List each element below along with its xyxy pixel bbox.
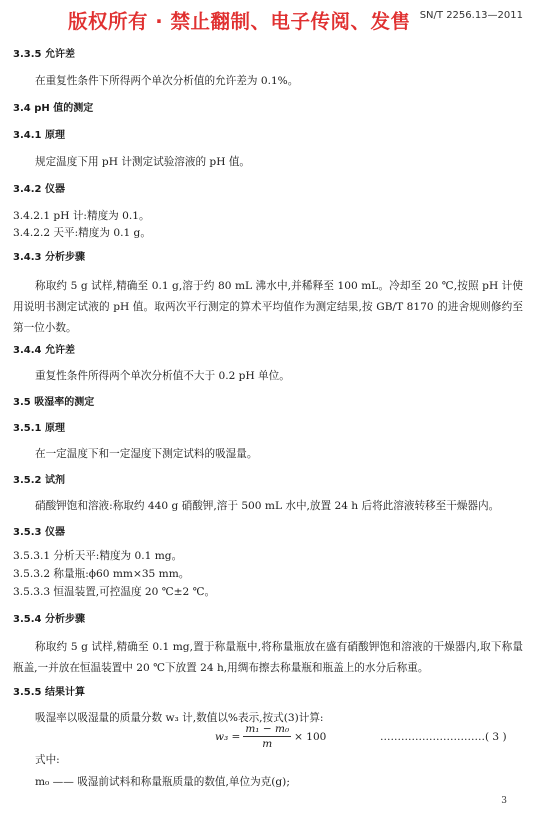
formula-lhs: w₃ = bbox=[215, 730, 241, 743]
paragraph: m₀ —— 吸湿前试料和称量瓶质量的数值,单位为克(g); bbox=[35, 776, 290, 788]
watermark-banner: 版权所有 · 禁止翻制、电子传阅、发售 bbox=[68, 10, 411, 33]
paragraph: 式中: bbox=[35, 754, 60, 766]
section-heading: 3.4.4 允许差 bbox=[13, 345, 75, 356]
paragraph: 重复性条件所得两个单次分析值不大于 0.2 pH 单位。 bbox=[35, 370, 290, 382]
paragraph: 3.5.3.3 恒温装置,可控温度 20 ℃±2 ℃。 bbox=[13, 586, 216, 598]
section-heading: 3.4.3 分析步骤 bbox=[13, 252, 85, 263]
paragraph: 3.5.3.1 分析天平:精度为 0.1 mg。 bbox=[13, 550, 183, 562]
standard-code: SN/T 2256.13—2011 bbox=[419, 10, 523, 21]
paragraph: 规定温度下用 pH 计测定试验溶液的 pH 值。 bbox=[35, 156, 251, 168]
paragraph: 称取约 5 g 试样,精确至 0.1 g,溶于约 80 mL 沸水中,并稀释至 100 mL。冷却至 20 ℃,按照 pH 计使用说明书测定试液的 pH 值。取两次平行测定的算术平均值作为测定结果,按 GB/T 8170 的进舍规则修约至第一位小数。 bbox=[13, 280, 523, 334]
formula-3 bbox=[215, 722, 326, 751]
paragraph: 在一定温度下和一定湿度下测定试料的吸湿量。 bbox=[35, 448, 258, 460]
formula-numerator: m₁ − m₀ bbox=[245, 723, 290, 735]
section-heading: 3.5.2 试剂 bbox=[13, 475, 65, 486]
formula-denominator: m bbox=[262, 738, 273, 750]
section-heading: 3.5 吸湿率的测定 bbox=[13, 397, 95, 408]
equation-label: …………………………( 3 ) bbox=[380, 731, 507, 743]
section-heading: 3.5.4 分析步骤 bbox=[13, 614, 85, 625]
page-number: 3 bbox=[501, 796, 507, 806]
formula-multiplier: × 100 bbox=[294, 730, 327, 743]
paragraph: 称取约 5 g 试样,精确至 0.1 mg,置于称量瓶中,将称量瓶放在盛有硝酸钾饱和溶液的干燥器内,取下称量瓶盖,一并放在恒温装置中 20 ℃下放置 24 h,用绸布擦去称量瓶和瓶盖上的水分后称重。 bbox=[13, 641, 523, 674]
section-heading: 3.3.5 允许差 bbox=[13, 49, 75, 60]
section-heading: 3.4.2 仪器 bbox=[13, 184, 65, 195]
section-heading: 3.4 pH 值的测定 bbox=[13, 103, 94, 114]
paragraph: 3.4.2.2 天平:精度为 0.1 g。 bbox=[13, 227, 151, 239]
formula-fraction bbox=[243, 722, 291, 751]
section-heading: 3.5.1 原理 bbox=[13, 423, 65, 434]
section-heading: 3.5.5 结果计算 bbox=[13, 687, 85, 698]
paragraph: 3.5.3.2 称量瓶:ϕ60 mm×35 mm。 bbox=[13, 568, 190, 580]
paragraph: 硝酸钾饱和溶液:称取约 440 g 硝酸钾,溶于 500 mL 水中,放置 24 h 后将此溶液转移至干燥器内。 bbox=[35, 500, 500, 512]
paragraph: 在重复性条件下所得两个单次分析值的允许差为 0.1%。 bbox=[35, 75, 299, 87]
section-heading: 3.4.1 原理 bbox=[13, 130, 65, 141]
section-heading: 3.5.3 仪器 bbox=[13, 527, 65, 538]
paragraph: 吸湿率以吸湿量的质量分数 w₃ 计,数值以%表示,按式(3)计算: bbox=[35, 712, 324, 724]
paragraph: 3.4.2.1 pH 计:精度为 0.1。 bbox=[13, 210, 150, 222]
